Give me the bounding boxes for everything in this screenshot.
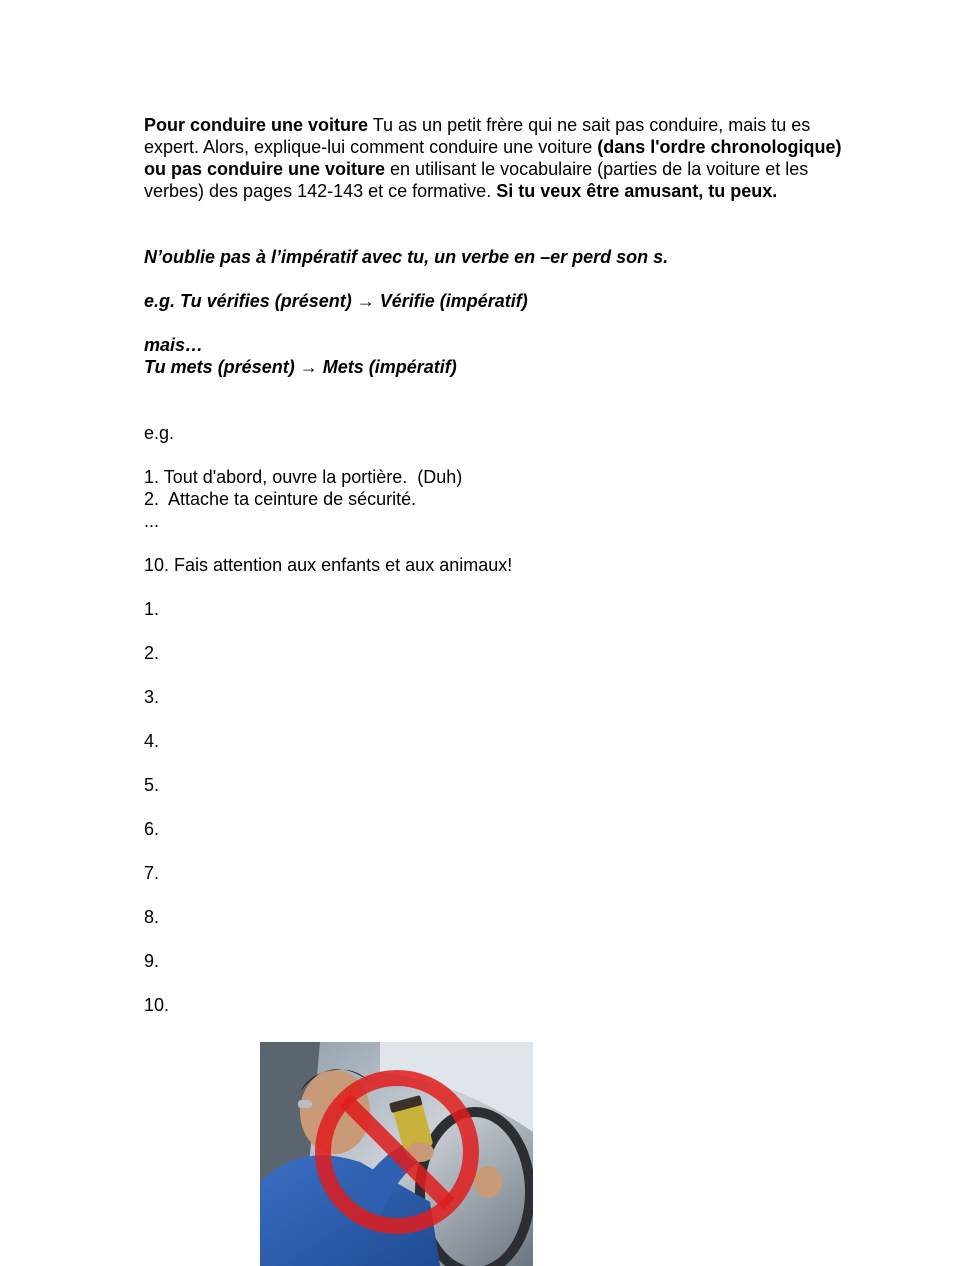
instructions-text-2: en utilisant le vocabulaire (parties de la voiture et les verbes) des pages 142-143 et ce formative. — [144, 159, 809, 201]
but-label: mais… — [144, 335, 204, 355]
example-ellipsis: ... — [144, 511, 160, 531]
answer-line-3[interactable]: 3. — [144, 687, 160, 707]
answer-line-4[interactable]: 4. — [144, 731, 160, 751]
imperative-reminder: N’oublie pas à l’impératif avec tu, un verbe en –er perd son s. — [144, 247, 669, 267]
example-item-10: 10. Fais attention aux enfants et aux animaux! — [144, 555, 513, 575]
worksheet — [144, 114, 844, 1016]
answer-line-6[interactable]: 6. — [144, 819, 160, 839]
instructions-text-1: Tu as un petit frère qui ne sait pas conduire, mais tu es expert. Alors, explique-lui comment conduire une voiture — [144, 115, 811, 157]
no-distracted-driving-icon — [260, 1042, 533, 1266]
answer-list — [144, 598, 844, 1016]
instructions-paragraph — [144, 114, 844, 202]
imperative-example-mettre: Tu mets (présent) → Mets (impératif) — [144, 357, 457, 377]
example-item-2: 2. Attache ta ceinture de sécurité. — [144, 489, 417, 509]
answer-line-5[interactable]: 5. — [144, 775, 160, 795]
answer-line-8[interactable]: 8. — [144, 907, 160, 927]
instructions-title: Pour conduire une voiture — [144, 115, 369, 135]
answer-line-10[interactable]: 10. — [144, 995, 170, 1015]
imperative-example-er: e.g. Tu vérifies (présent) → Vérifie (impératif) — [144, 291, 528, 311]
example-item-1: 1. Tout d'abord, ouvre la portière. (Duh) — [144, 467, 463, 487]
answer-line-2[interactable]: 2. — [144, 643, 160, 663]
no-distracted-driving-photo — [260, 1042, 533, 1266]
instructions-emphasis-2: Si tu veux être amusant, tu peux. — [496, 181, 778, 201]
answer-line-1[interactable]: 1. — [144, 599, 160, 619]
instructions-emphasis-1: (dans l'ordre chronologique) ou pas conduire une voiture — [144, 137, 842, 179]
example-label: e.g. — [144, 423, 175, 443]
answer-line-7[interactable]: 7. — [144, 863, 160, 883]
answer-line-9[interactable]: 9. — [144, 951, 160, 971]
